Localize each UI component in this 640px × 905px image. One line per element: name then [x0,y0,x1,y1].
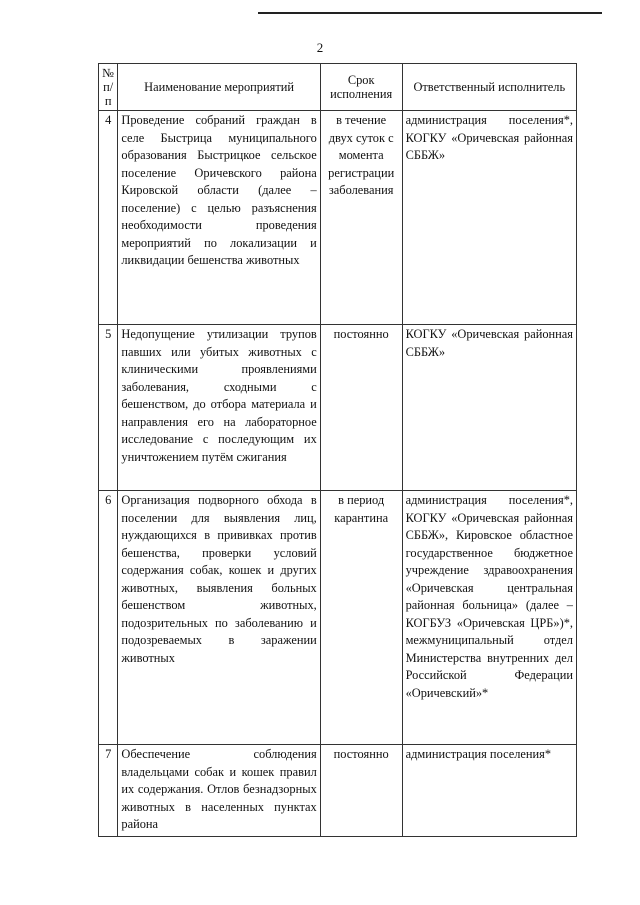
measure-term: постоянно [320,325,402,491]
measure-responsible: администрация поселения* [402,745,576,837]
header-num: № п/п [99,64,118,111]
table-row [99,491,577,745]
measure-name: Недопущение утилизации трупов павших или убитых животных с клиническими проявлениями заболевания, сходными с бешенством, до отбора материала и направления его на лабораторное исследование с последующим их уничтожением путём сжигания [118,325,320,491]
header-name: Наименование мероприятий [118,64,320,111]
header-term: Срок исполнения [320,64,402,111]
row-number: 7 [99,745,118,837]
measure-name: Обеспечение соблюдения владельцами собак и кошек правил их содержания. Отлов безнадзорных животных в населенных пунктах района [118,745,320,837]
measures-table [98,63,577,837]
measure-term: постоянно [320,745,402,837]
measure-responsible: КОГКУ «Оричевская районная СББЖ» [402,325,576,491]
measure-responsible: администрация поселения*, КОГКУ «Оричевская районная СББЖ», Кировское областное государственное бюджетное учреждение здравоохранения «Оричевская центральная районная больница» (далее – КОГБУЗ «Оричевская ЦРБ»)*, межмуниципальный отдел Министерства внутренних дел Российской Федерации «Оричевский»* [402,491,576,745]
header-responsible: Ответственный исполнитель [402,64,576,111]
row-number: 4 [99,111,118,325]
row-number: 5 [99,325,118,491]
page-number: 2 [316,40,324,55]
table-row [99,325,577,491]
row-number: 6 [99,491,118,745]
table-row [99,745,577,837]
top-rule [258,12,602,14]
measure-responsible: администрация поселения*, КОГКУ «Оричевская районная СББЖ» [402,111,576,325]
measure-name: Организация подворного обхода в поселении для выявления лиц, нуждающихся в прививках против бешенства, проверки условий содержания собак, кошек и других животных, выявления больных бешенством животных, подозрительных по заболеванию и подозреваемых в заражении животных [118,491,320,745]
measure-term: в течение двух суток с момента регистрации заболевания [320,111,402,325]
table-row [99,111,577,325]
table-header-row [99,64,577,111]
measure-name: Проведение собраний граждан в селе Быстрица муниципального образования Быстрицкое сельское поселение Оричевского района Кировской области (далее – поселение) с целью разъяснения необходимости проведения мероприятий по локализации и ликвидации бешенства животных [118,111,320,325]
measure-term: в период карантина [320,491,402,745]
